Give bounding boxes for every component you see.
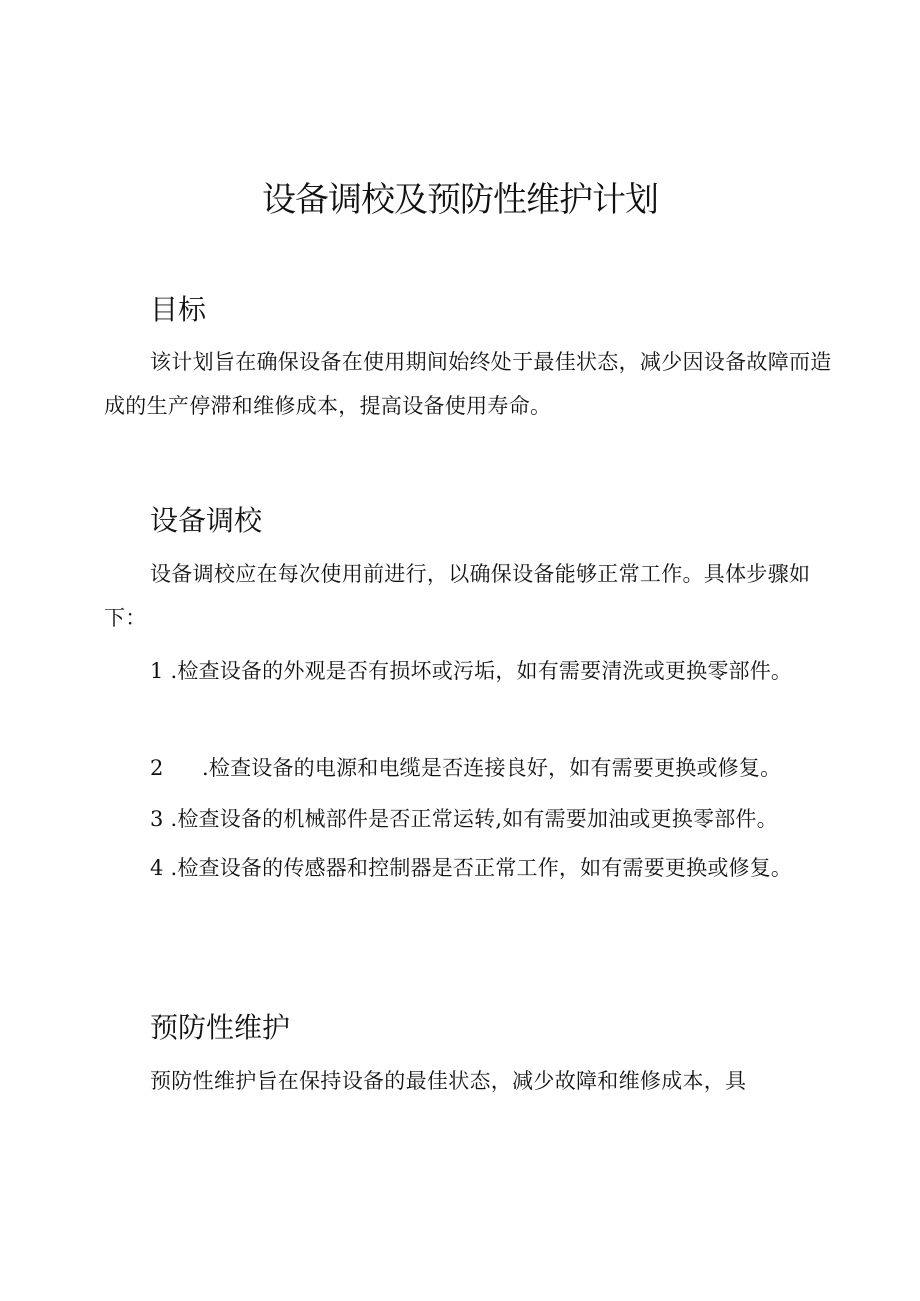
step-text: .检查设备的电源和电缆是否连接良好，如有需要更换或修复。 (202, 756, 782, 780)
maintenance-paragraph: 预防性维护旨在保持设备的最佳状态，减少故障和维修成本，具 (150, 1069, 747, 1093)
step-text: .检查设备的外观是否有损坏或污垢，如有需要清洗或更换零部件。 (170, 659, 793, 683)
step-text: .检查设备的机械部件是否正常运转,如有需要加油或更换零部件。 (170, 807, 778, 831)
step-number: 4 (150, 856, 164, 880)
step-text: .检查设备的传感器和控制器是否正常工作，如有需要更换或修复。 (170, 856, 793, 880)
section-heading-goal: 目标 (150, 293, 207, 326)
step-number: 2 (150, 756, 164, 780)
calibration-intro: 设备调校应在每次使用前进行，以确保设备能够正常工作。具体步骤如下： (104, 562, 811, 630)
calibration-step-4 (104, 845, 844, 892)
calibration-step-1 (104, 648, 844, 695)
section-heading-calibration: 设备调校 (150, 504, 263, 537)
document-title: 设备调校及预防性维护计划 (262, 180, 658, 220)
step-number: 3 (150, 807, 164, 831)
section-heading-maintenance: 预防性维护 (150, 1011, 291, 1044)
step-number: 1 (150, 659, 164, 683)
goal-paragraph: 该计划旨在确保设备在使用期间始终处于最佳状态，减少因设备故障而造成的生产停滞和维修成本，提高设备使用寿命。 (104, 350, 832, 418)
calibration-step-2 (104, 745, 844, 792)
calibration-step-3 (104, 796, 844, 843)
